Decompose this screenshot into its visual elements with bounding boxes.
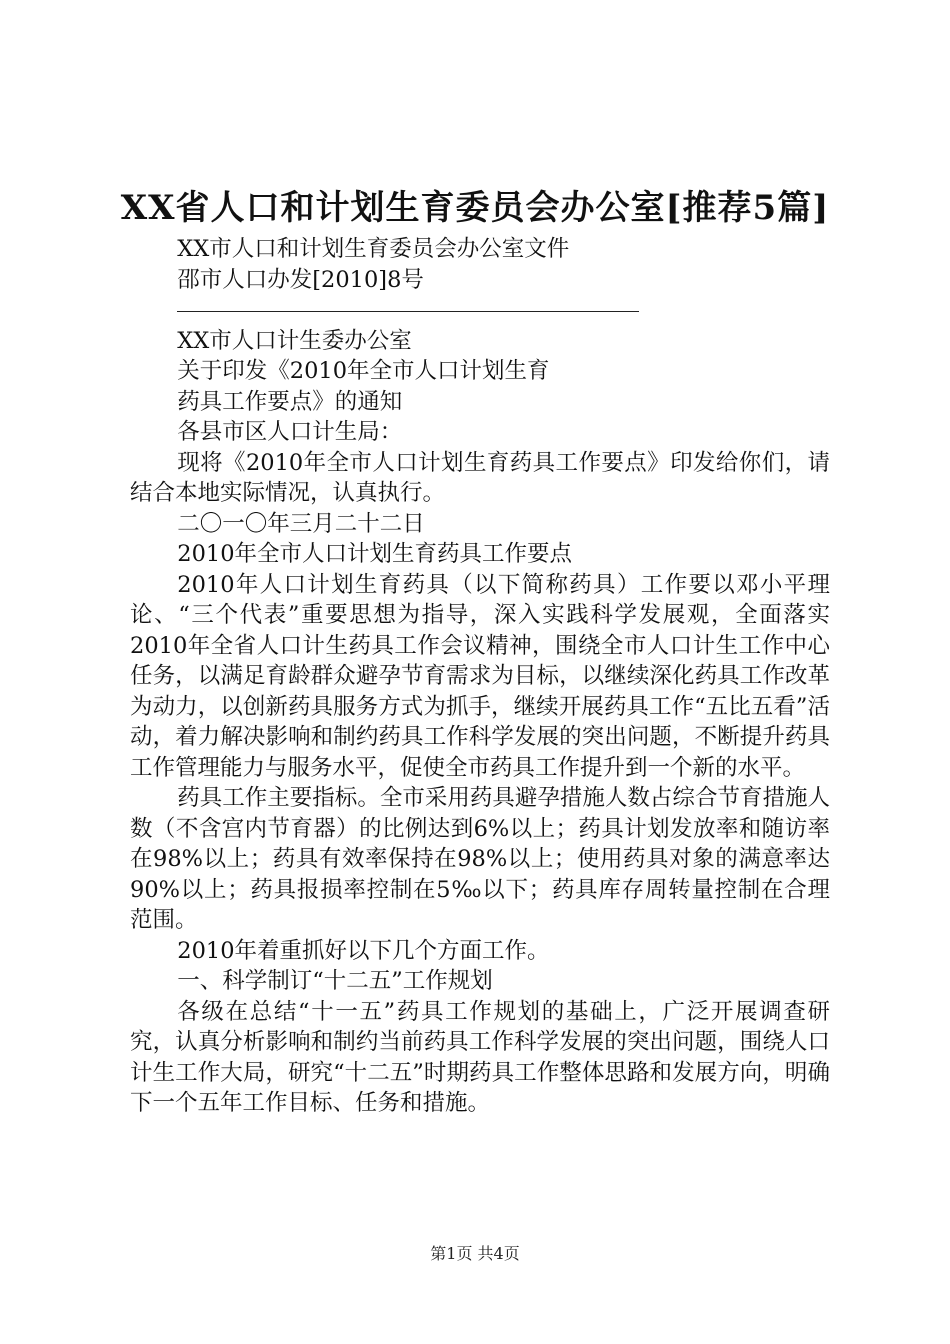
page-footer: 第1页 共4页 [430,1244,520,1263]
paragraph-planning: 各级在总结“十一五”药具工作规划的基础上，广泛开展调查研究，认真分析影响和制约当前药具工作科学发展的突出问题，围绕人口计生工作大局，研究“十二五”时期药具工作整体思路和发展方向，明确下一个五年工作目标、任务和措施。 [130,998,830,1116]
paragraph-notice-body: 现将《2010年全市人口计划生育药具工作要点》印发给你们，请结合本地实际情况，认真执行。 [130,449,830,506]
paragraph-guiding-ideas: 2010年人口计划生育药具（以下简称药具）工作要以邓小平理论、“三个代表”重要思想为指导，深入实践科学发展观，全面落实2010年全省人口计生药具工作会议精神，围绕全市人口计生工作中心任务，以满足育龄群众避孕节育需求为目标，以继续深化药具工作改革为动力，以创新药具服务方式为抓手，继续开展药具工作“五比五看”活动，着力解决影响和制约药具工作科学发展的突出问题，不断提升药具工作管理能力与服务水平，促使全市药具工作提升到一个新的水平。 [130,571,830,781]
paragraph-date: 二〇一〇年三月二十二日 [177,510,425,537]
paragraph-recipient: 各县市区人口计生局： [177,419,403,445]
paragraph-file-header: XX市人口和计划生育委员会办公室文件 [177,236,570,262]
document-body [130,234,830,1119]
paragraph-notice-title-1: 关于印发《2010年全市人口计划生育 [177,358,550,384]
paragraph-issuer: XX市人口计生委办公室 [177,327,412,354]
paragraph-document-number: 邵市人口办发[2010]8号 [177,266,424,293]
paragraph-section-title: 2010年全市人口计划生育药具工作要点 [177,541,573,567]
separator-line [130,295,830,326]
document-title: XX省人口和计划生育委员会办公室[推荐5篇] [120,188,830,228]
paragraph-notice-title-2: 药具工作要点》的通知 [177,388,403,415]
paragraph-heading-one: 一、科学制订“十二五”工作规划 [177,968,493,994]
paragraph-main-indicators: 药具工作主要指标。全市采用药具避孕措施人数占综合节育措施人数（不含宫内节育器）的比例达到6%以上；药具计划发放率和随访率在98%以上；药具有效率保持在98%以上；使用药具对象的满意率达90%以上；药具报损率控制在5‰以下；药具库存周转量控制在合理范围。 [130,785,830,933]
paragraph-focus-areas: 2010年着重抓好以下几个方面工作。 [177,937,550,964]
